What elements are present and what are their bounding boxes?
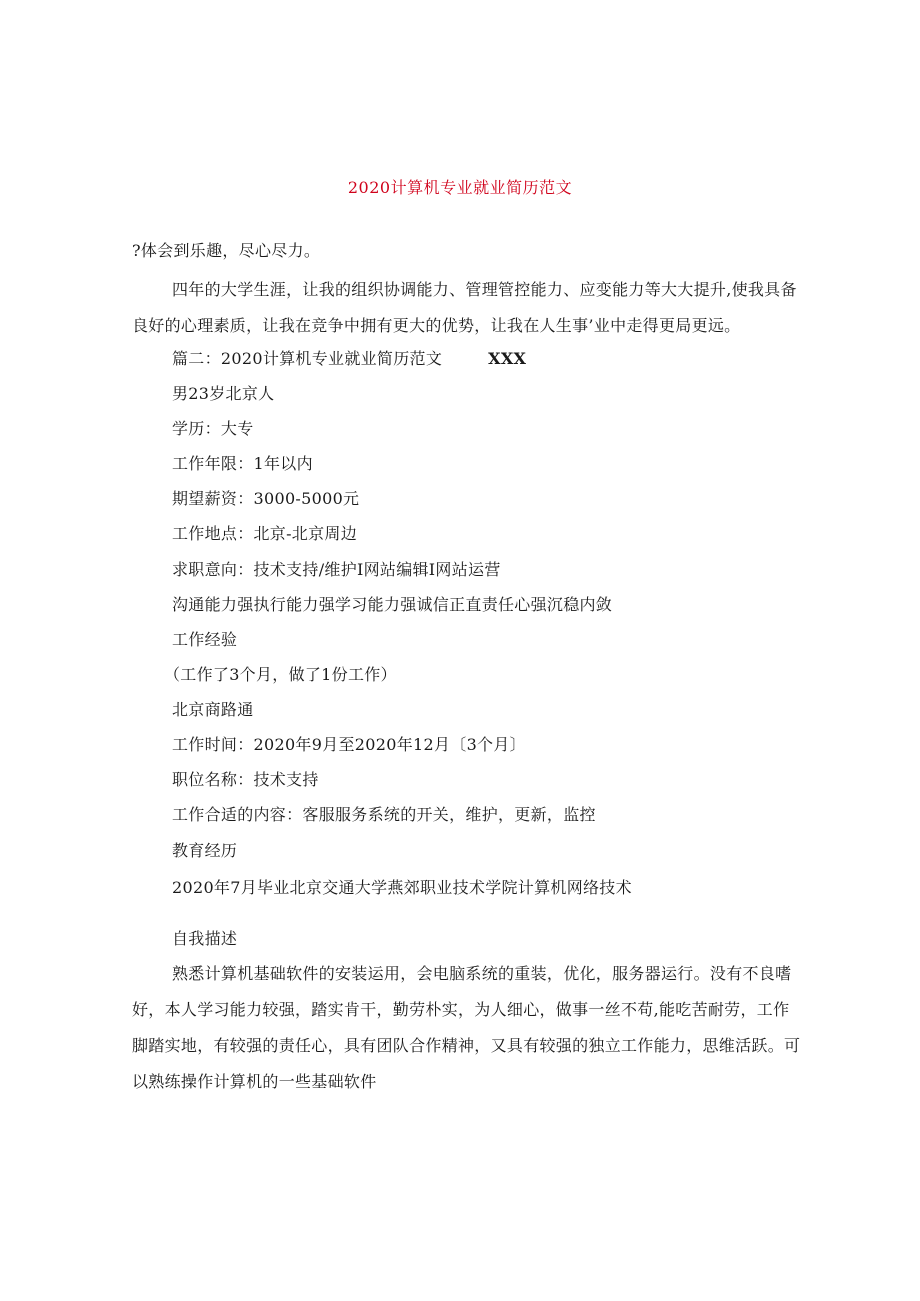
applicant-name: XXX <box>488 349 527 368</box>
self-description: 熟悉计算机基础软件的安装运用，会电脑系统的重装，优化，服务器运行。没有不良嗜好，本人学习能力较强，踏实肯干，勤劳朴实，为人细心，做事一丝不苟,能吃苦耐劳，工作脚踏实地，有较强的责任心，具有团队合作精神，又具有较强的独立工作能力，思维活跃。可以熟练操作计算机的一些基础软件 <box>132 964 801 1091</box>
position-name: 职位名称：技术支持 <box>172 770 319 789</box>
education-level: 学历：大专 <box>172 419 254 438</box>
work-experience-summary: （工作了3个月，做了1份工作） <box>164 665 397 684</box>
basic-info: 男23岁北京人 <box>172 384 275 403</box>
education-heading: 教育经历 <box>172 841 238 860</box>
section-heading-row <box>172 349 526 369</box>
document-title: 2020计算机专业就业简历范文 <box>347 178 573 197</box>
intro-fragment: ?体会到乐趣，尽心尽力。 <box>132 241 321 260</box>
work-period: 工作时间：2020年9月至2020年12月〔3个月〕 <box>172 735 526 754</box>
self-description-heading: 自我描述 <box>172 929 238 948</box>
expected-salary: 期望薪资：3000-5000元 <box>172 489 360 508</box>
skills: 沟通能力强执行能力强学习能力强诚信正直责任心强沉稳内敛 <box>172 595 613 614</box>
job-content: 工作合适的内容：客服服务系统的开关，维护，更新，监控 <box>172 805 596 824</box>
job-intention: 求职意向：技术支持/维护I网站编辑I网站运营 <box>172 560 501 579</box>
section-heading: 篇二：2020计算机专业就业简历范文 <box>172 349 443 368</box>
work-years: 工作年限：1年以内 <box>172 454 313 473</box>
work-experience-heading: 工作经验 <box>172 630 238 649</box>
work-location: 工作地点：北京-北京周边 <box>172 524 358 543</box>
paragraph-1: 四年的大学生涯，让我的组织协调能力、管理管控能力、应变能力等大大提升,使我具备良好的心理素质，让我在竞争中拥有更大的优势，让我在人生事’业中走得更局更远。 <box>132 280 797 335</box>
company-name: 北京商路通 <box>172 700 254 719</box>
education-detail: 2020年7月毕业北京交通大学燕郊职业技术学院计算机网络技术 <box>172 878 632 897</box>
